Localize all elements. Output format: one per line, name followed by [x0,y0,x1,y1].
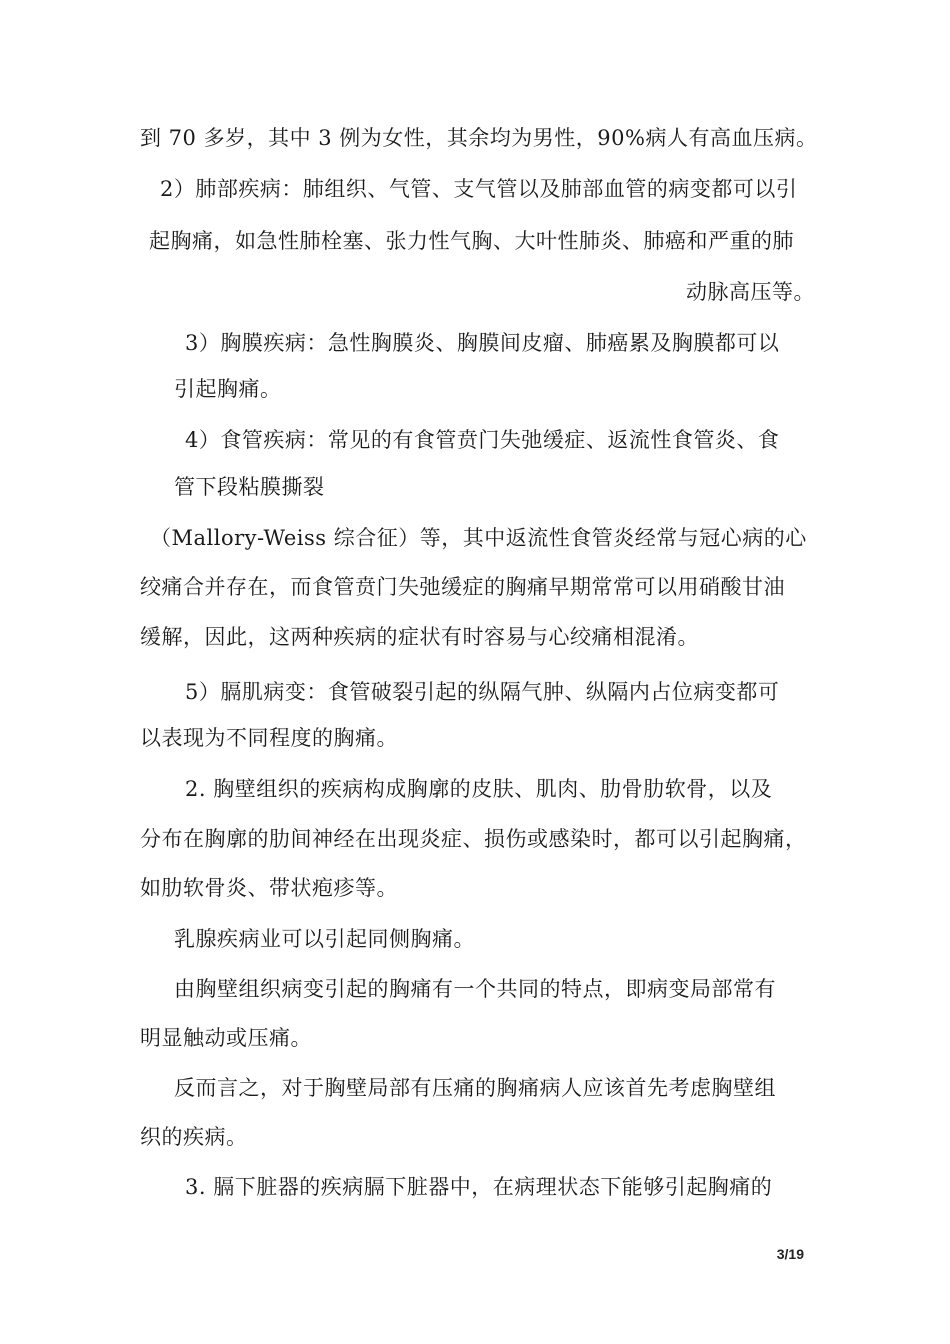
text-line: 5）膈肌病变：食管破裂引起的纵隔气肿、纵隔内占位病变都可 [185,680,780,704]
text-line: 动脉高压等。 [686,280,815,304]
text-line: 4）食管疾病：常见的有食管贲门失弛缓症、返流性食管炎、食 [185,428,780,452]
text-line: 到 70 多岁，其中 3 例为女性，其余均为男性，90%病人有高血压病。 [140,126,818,150]
text-line: 织的疾病。 [140,1125,248,1149]
text-line: （Mallory-Weiss 综合征）等，其中返流性食管炎经常与冠心病的心 [150,526,807,550]
text-line: 起胸痛，如急性肺栓塞、张力性气胸、大叶性肺炎、肺癌和严重的肺 [149,229,794,253]
text-line: 3）胸膜疾病：急性胸膜炎、胸膜间皮瘤、肺癌累及胸膜都可以 [185,331,780,355]
text-line: 2. 胸壁组织的疾病构成胸廓的皮肤、肌肉、肋骨肋软骨，以及 [185,777,773,801]
text-line: 明显触动或压痛。 [140,1026,312,1050]
text-line: 绞痛合并存在，而食管贲门失弛缓症的胸痛早期常常可以用硝酸甘油 [140,575,785,599]
text-line: 由胸壁组织病变引起的胸痛有一个共同的特点，即病变局部常有 [174,977,776,1001]
text-line: 缓解，因此，这两种疾病的症状有时容易与心绞痛相混淆。 [140,625,699,649]
text-line: 乳腺疾病业可以引起同侧胸痛。 [174,927,475,951]
text-line: 2）肺部疾病：肺组织、气管、支气管以及肺部血管的病变都可以引 [160,177,798,201]
text-line: 分布在胸廓的肋间神经在出现炎症、损伤或感染时，都可以引起胸痛， [140,827,807,851]
page-number: 3/19 [776,1246,804,1262]
text-line: 引起胸痛。 [174,377,282,401]
text-line: 3. 膈下脏器的疾病膈下脏器中，在病理状态下能够引起胸痛的 [185,1175,773,1199]
text-line: 反而言之，对于胸壁局部有压痛的胸痛病人应该首先考虑胸壁组 [174,1076,776,1100]
text-line: 如肋软骨炎、带状疱疹等。 [140,876,398,900]
text-line: 以表现为不同程度的胸痛。 [140,726,398,750]
text-line: 管下段粘膜撕裂 [174,475,325,499]
